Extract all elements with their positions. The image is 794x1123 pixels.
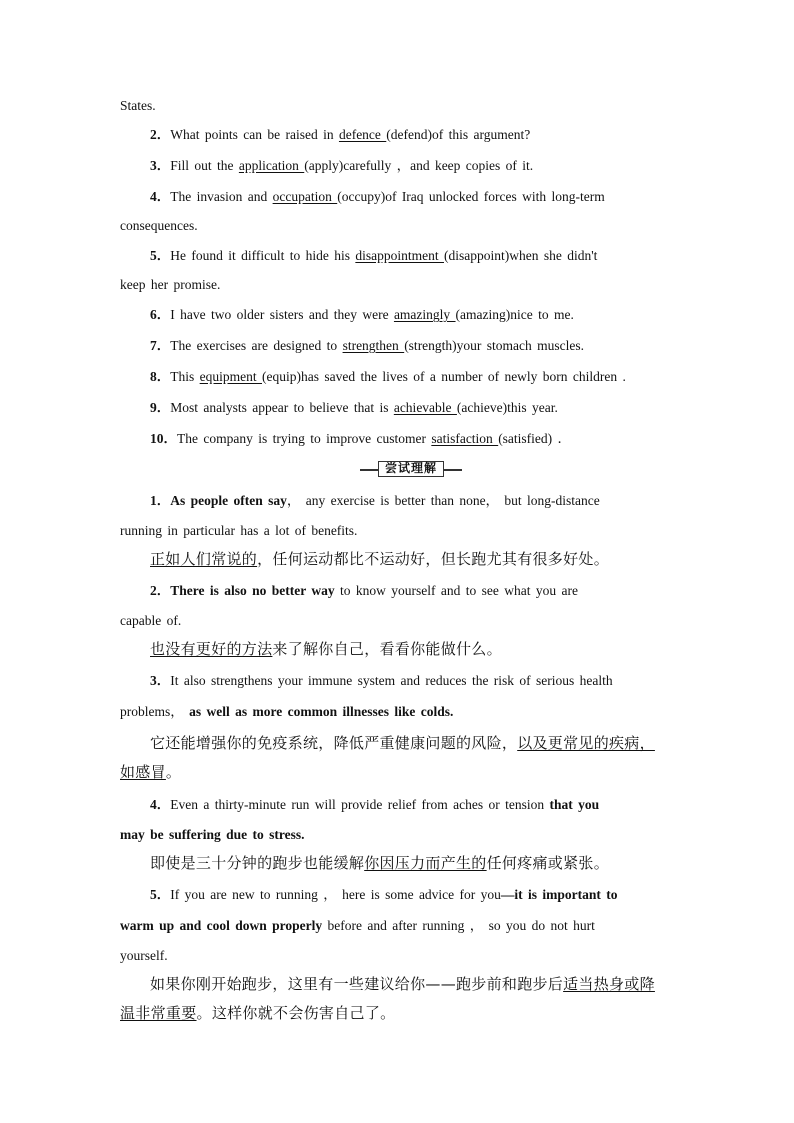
exercise-item-8: 8．This equipment (equip)has saved the lives of a number of newly born children . xyxy=(150,369,626,384)
sentence-3: 3．It also strengthens your immune system and reduces the risk of serious health xyxy=(150,673,613,688)
sentence-4: 4．Even a thirty-minute run will provide relief from aches or tension that you xyxy=(150,797,600,812)
exercise-item-3: 3．Fill out the application (apply)carefully ，and keep copies of it. xyxy=(150,158,534,173)
sentence-2: 2．There is also no better way to know yourself and to see what you are xyxy=(150,583,578,598)
text-line: problems， as well as more common illnesses like colds. xyxy=(120,704,454,719)
translation-4: 即使是三十分钟的跑步也能缓解你因压力而产生的任何疼痛或紧张。 xyxy=(150,854,610,872)
translation-5: 如果你刚开始跑步，这里有一些建议给你——跑步前和跑步后适当热身或降 xyxy=(150,975,655,993)
answer-blank: disappointment xyxy=(355,248,444,263)
answer-blank: achievable xyxy=(393,400,457,415)
section-heading xyxy=(360,461,464,479)
text-line: keep her promise. xyxy=(120,277,221,292)
exercise-item-10: 10．The company is trying to improve customer satisfaction (satisfied) ． xyxy=(150,431,572,446)
text-line: may be suffering due to stress. xyxy=(120,827,305,842)
answer-blank: application xyxy=(238,158,305,173)
translation-5-cont: 温非常重要。这样你就不会伤害自己了。 xyxy=(120,1004,396,1022)
exercise-item-4: 4．The invasion and occupation (occupy)of Iraq unlocked forces with long-term xyxy=(150,189,605,204)
answer-blank: occupation xyxy=(272,189,338,204)
exercise-item-6: 6．I have two older sisters and they were amazingly (amazing)nice to me. xyxy=(150,307,574,322)
text-line: running in particular has a lot of benefits. xyxy=(120,523,358,538)
answer-blank: amazingly xyxy=(393,307,456,322)
sentence-1: 1．As people often say， any exercise is better than none， but long-distance xyxy=(150,493,600,508)
translation-2: 也没有更好的方法来了解你自己，看看你能做什么。 xyxy=(150,640,502,658)
exercise-item-9: 9．Most analysts appear to believe that is achievable (achieve)this year. xyxy=(150,400,558,415)
text-line: yourself. xyxy=(120,948,168,963)
translation-1: 正如人们常说的，任何运动都比不运动好，但长跑尤其有很多好处。 xyxy=(150,550,610,568)
text-line: States. xyxy=(120,98,156,113)
text-line: capable of. xyxy=(120,613,182,628)
exercise-item-5: 5．He found it difficult to hide his disappointment (disappoint)when she didn't xyxy=(150,248,598,263)
answer-blank: strengthen xyxy=(342,338,405,353)
heading-rule-right xyxy=(444,469,462,471)
translation-3-cont: 如感冒。 xyxy=(120,763,182,781)
sentence-5: 5．If you are new to running ， here is some advice for you—it is important to xyxy=(150,887,618,902)
heading-label: 尝试理解 xyxy=(378,461,444,477)
answer-blank: defence xyxy=(338,127,387,142)
text-line: consequences. xyxy=(120,218,198,233)
heading-rule-left xyxy=(360,469,378,471)
translation-3: 它还能增强你的免疫系统，降低严重健康问题的风险，以及更常见的疾病， xyxy=(150,734,655,752)
answer-blank: equipment xyxy=(199,369,263,384)
exercise-item-2: 2．What points can be raised in defence (defend)of this argument? xyxy=(150,127,531,142)
text-line: warm up and cool down properly before and after running ， so you do not hurt xyxy=(120,918,595,933)
exercise-item-7: 7．The exercises are designed to strengthen (strength)your stomach muscles. xyxy=(150,338,585,353)
answer-blank: satisfaction xyxy=(431,431,499,446)
